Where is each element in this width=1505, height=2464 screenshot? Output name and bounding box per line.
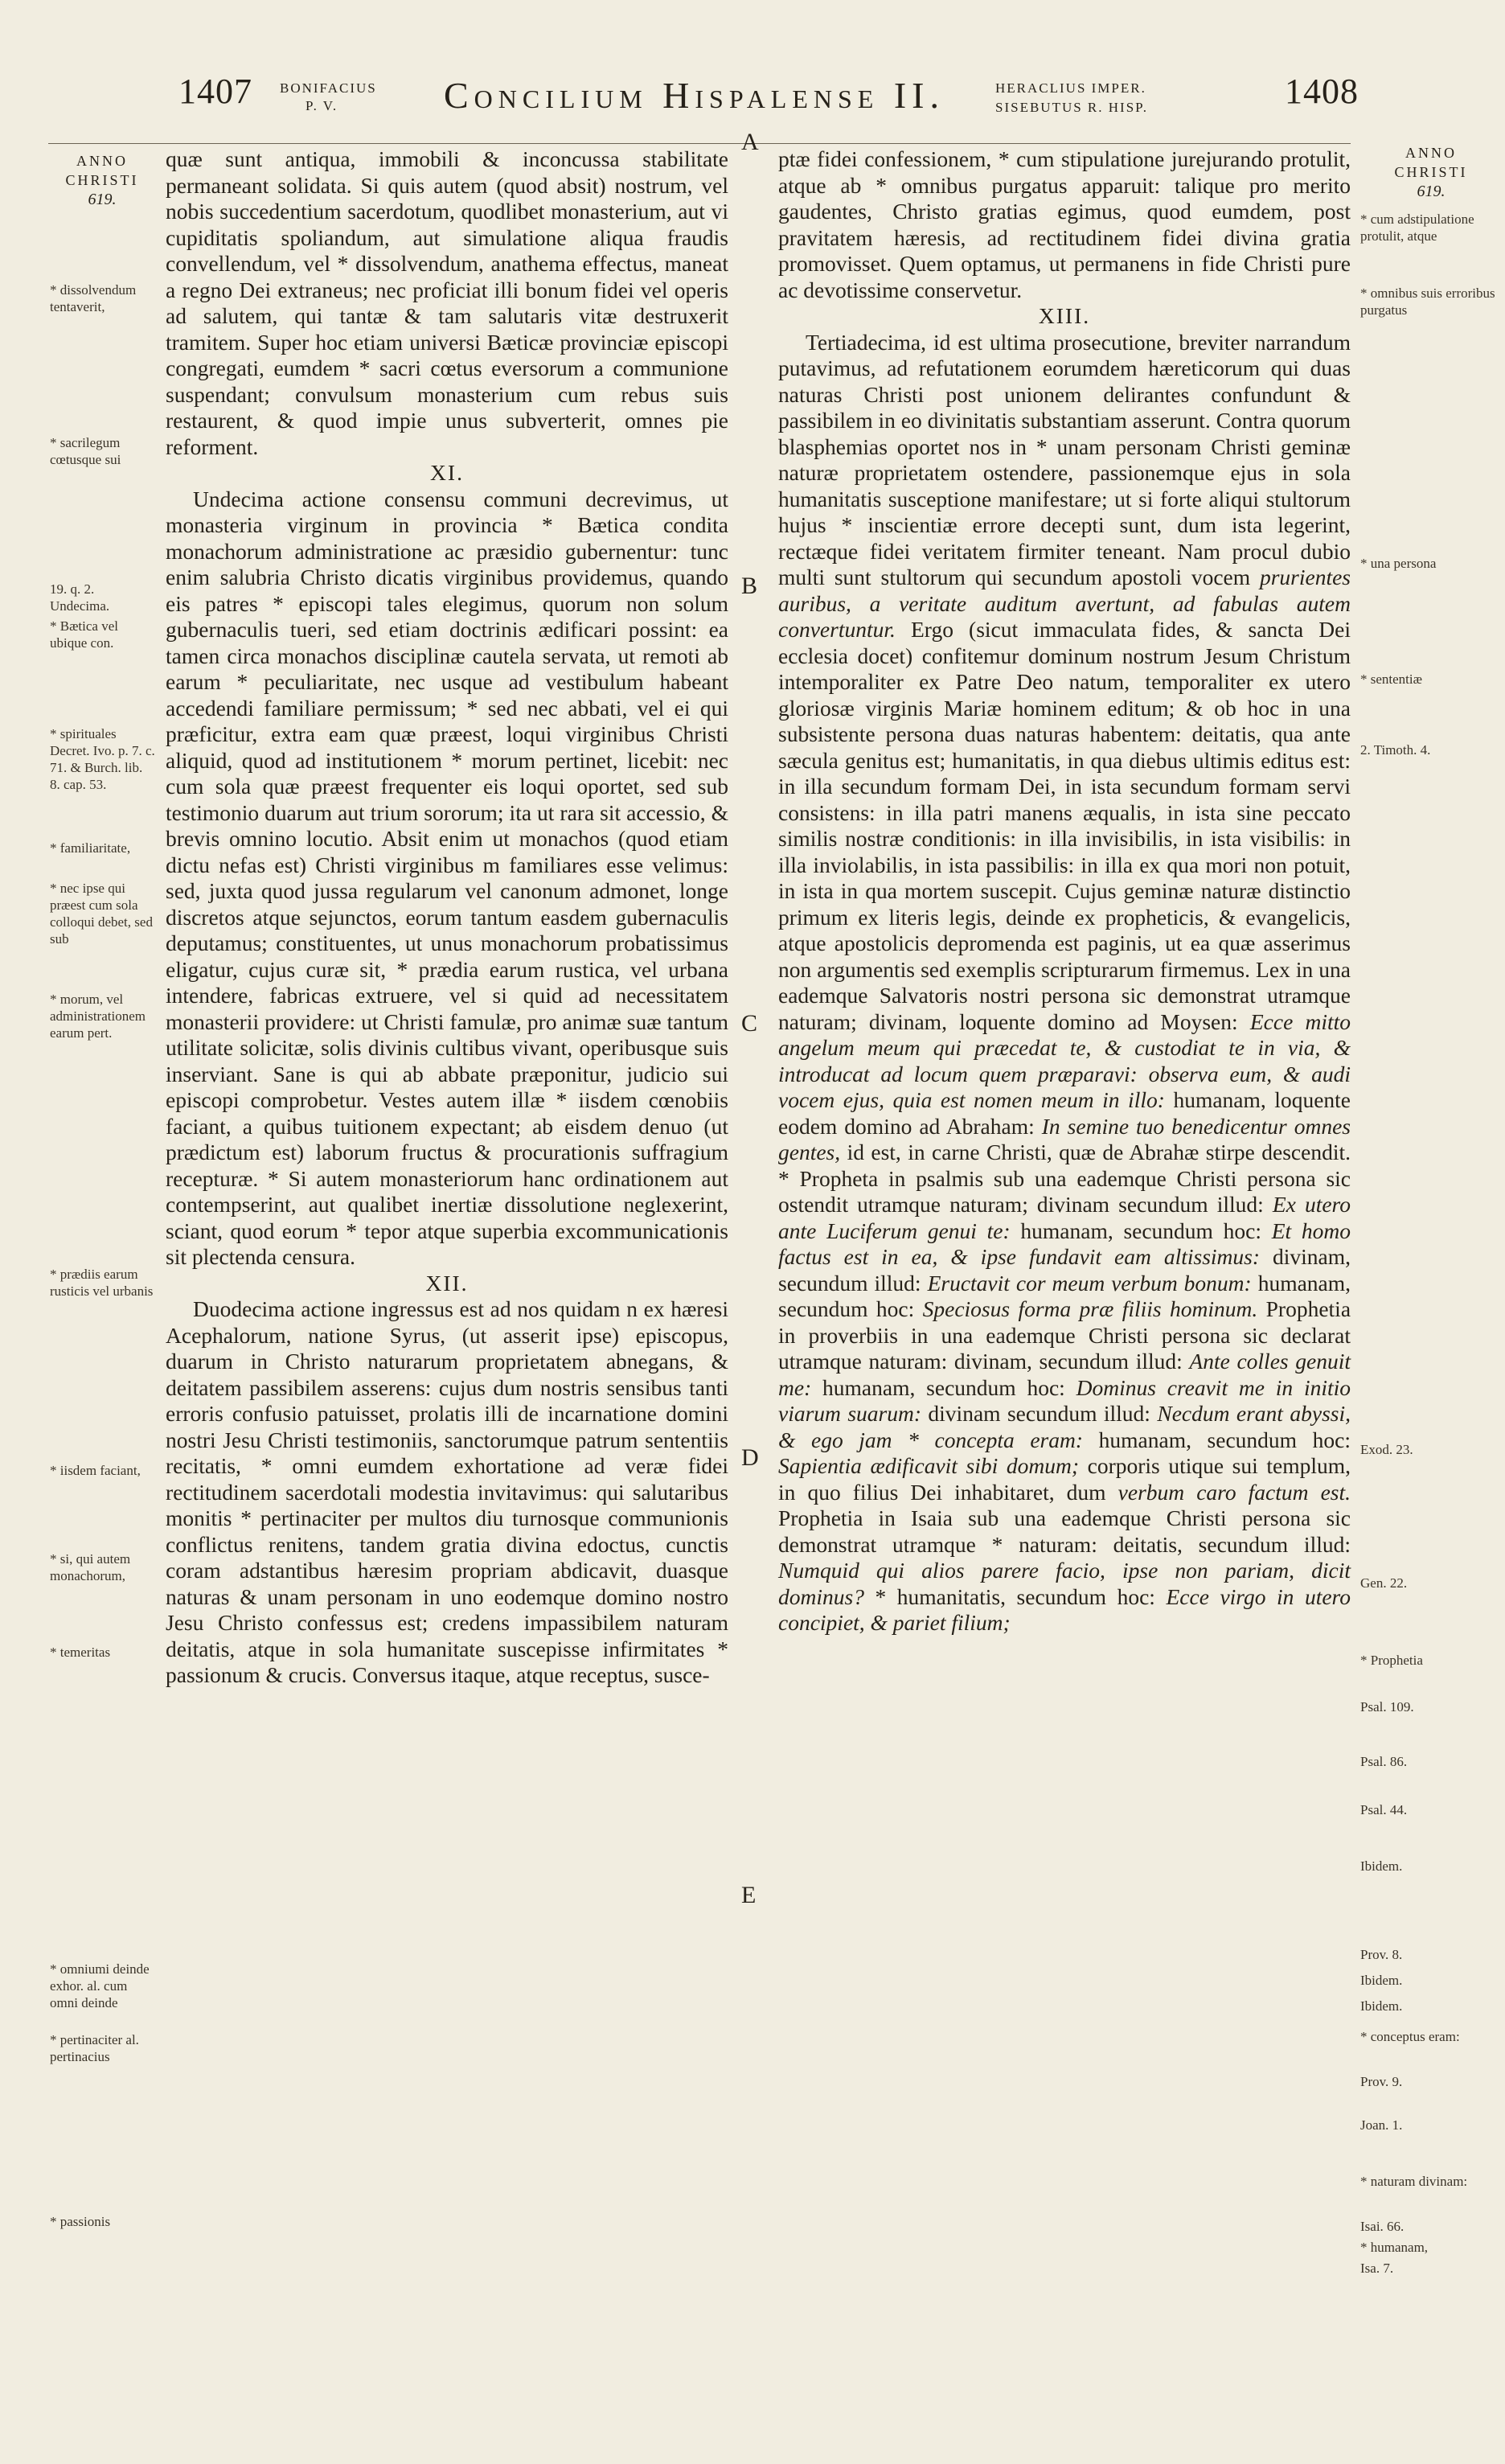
margin-note: * morum, vel administrationem earum pert. (50, 992, 146, 1041)
text-run: corporis utique sui templum, in quo filius Dei inhabitaret, dum (778, 1453, 1351, 1505)
section-letter-a: A (741, 129, 759, 155)
margin-note: * conceptus eram: (1360, 2029, 1460, 2044)
scripture-quote: verbum caro factum est. (1117, 1479, 1351, 1505)
margin-note: * sententiæ (1360, 671, 1422, 687)
text-run: id est, in carne Christi, quæ de Abrahæ stirpe descendit. * Propheta in psalmis sub una eademque Christi persona sic ostendit utramque naturam; divinam secundum illud: (778, 1140, 1351, 1217)
margin-note: * omnibus suis erroribus purgatus (1360, 285, 1495, 318)
margin-note: * una persona (1360, 556, 1437, 571)
margin-note: * pertinaciter al. pertinacius (50, 2032, 139, 2064)
scripture-quote: In semine tuo benedicentur omnes gentes, (778, 1113, 1351, 1164)
margin-note: Exod. 23. (1360, 1442, 1413, 1457)
text-run: humanam, loquente eodem domino ad Abraham: (778, 1087, 1351, 1139)
page-title: Concilium Hispalense II. (444, 75, 945, 116)
paragraph: Undecima actione consensu communi decrevimus, ut monasteria virginum in provincia * Bætica condita monachorum administratione ac præsidio gubernentur: tunc enim salubria Christo dicatis virginibus providemus, quando eis patres * episcopi tales elegimus, quorum non solum gubernaculis tueri, sed etiam doctrinis ædificari possint: ea tamen circa monachos disciplinæ cautela servata, ut remoti ab earum * peculiaritate, nec usque ad vestibulum habeant accedendi familiare permissum; * sed nec abbati, vel ei qui præficitur, extra eam quæ præest, loqui virginibus Christi aliquid, quod ad institutionem * morum pertinet, licebit: nec cum sola quæ præest frequenter eis loqui oportet, sed sub testimonio duarum aut trium sororum; ita ut rara sit accessio, & brevis omnino locutio. Absit enim ut monachos (quod etiam dictu nefas est) Christi virginibus m familiares esse velimus: sed, juxta quod jussa regularum vel canonum admonet, longe discretos atque sejunctos, eorum tantum easdem gubernaculis deputamus; constituentes, ut unus monachorum probatissimus eligatur, cujus curæ sit, * prædia earum rustica, vel urbana intendere, fabricas extruere, vel si quid ad necessitatem monasterii providere: ut Christi famulæ, pro animæ suæ tantum utilitate solicitæ, solis divinis cultibus vivant, operibusque suis inserviant. Sane is qui ab abbate præponitur, judicio sui episcopi comprobetur. Vestes autem illæ * iisdem cœnobiis faciant, a quibus tuitionem expectant; ab eisdem denuo (ut prædictum est) laborum fructus & procurationis suffragium recepturæ. * Si autem monasteriorum hanc ordinationem aut contempserint, aut qualibet inertiæ dissolutione neglexerint, sciant, quod eorum * tepor atque superbia excommunicationis sit plectenda censura. (166, 486, 728, 1269)
margin-note: * humanam, (1360, 2240, 1429, 2255)
margin-note: Isai. 66. (1360, 2219, 1405, 2234)
margin-note: Psal. 44. (1360, 1802, 1408, 1817)
text-run: divinam secundum illud: (928, 1401, 1150, 1426)
margin-note: * nec ipse qui præest cum sola colloqui debet, sed sub (50, 881, 153, 947)
scripture-quote: Ex utero ante Luciferum genui te: (778, 1192, 1351, 1243)
year-value: 619. (1417, 183, 1446, 200)
paragraph: ptæ fidei confessionem, * cum stipulatione jurejurando protulit, atque ab * omnibus purgatus apparuit: talique pro merito gaudentes, Christo gratias egimus, quod eumdem, post pravitatem hæresis, ad rectitudinem fidei divina gratia promovisset. Quem optamus, ut permanens in fide Christi pure ac devotissime conservetur. (778, 146, 1351, 302)
text-run: humanam, secundum hoc: (778, 1270, 1351, 1321)
paragraph (778, 330, 1351, 1637)
left-page-number: 1407 (178, 72, 252, 111)
margin-note: Isa. 7. (1360, 2261, 1394, 2276)
text-run: divinam, secundum illud: (778, 1244, 1351, 1296)
text-run: Ergo (sicut immaculata fides, & sancta Dei ecclesia docet) confitemur dominum nostrum Jesum Christum intemporaliter ex Patre Deo natum, temporaliter ex utero gloriosæ virginis Mariæ hominem editum; & ob hoc in una subsistente persona duas naturas habentem: deitatis, qua ante sæcula genitus est; humanitatis, in qua diebus ultimis editus est: in illa secundum formam Dei, in ista secundum formam servi consistens: in illa patri manens æqualis, in ista sine peccato similis nostræ conditionis: in illa invisibilis, in ista visibilis: in illa inviolabilis, in ista passibilis: in illa ex qua mori non potuit, in ista in qua mortem suscepit. Cujus geminæ naturæ distinctio primum ex literis legis, deinde ex propheticis, & evangelicis, atque apostolicis depromenda est paginis, ut ea quæ asserimus non argumentis sed exemplis scripturarum firmemus. Lex in una eademque Salvatoris nostri persona sic demonstrat utramque naturam; divinam, loquente domino ad Moysen: (778, 617, 1351, 1034)
margin-note: Prov. 9. (1360, 2074, 1403, 2089)
margin-note: Ibidem. (1360, 1858, 1403, 1874)
margin-note: * Prophetia (1360, 1653, 1423, 1668)
scripture-quote: Ante colles genuit me: (778, 1349, 1351, 1400)
text-run: humanam, secundum hoc: (1098, 1427, 1351, 1452)
margin-note: Psal. 109. (1360, 1699, 1414, 1715)
section-number: XI. (430, 460, 464, 485)
margin-note: Ibidem. (1360, 1973, 1403, 1988)
margin-note: * temeritas (50, 1645, 111, 1660)
text-run: Tertiadecima, id est ultima prosecutione, breviter narrandum putavimus, ad refutationem eorumdem hæreticorum qui duas naturas Christi post unionem delirantes confundunt & passibilem in eo divinitatis substantiam asserunt. Contra quorum blasphemias oportet nos in * unam personam Christi geminæ naturæ proprietatem ostendere, passionemque ejus in sola humanitatis susceptione manifestare; ut si forte aliqui stultorum hujus * inscientiæ errore decepti sunt, dum ista legerint, rectæque fidei veritatem firmiter teneant. Nam procul dubio multi sunt stultorum qui secundum apostoli vocem (778, 329, 1351, 589)
paragraph: Duodecima actione ingressus est ad nos quidam n ex hæresi Acephalorum, natione Syrus, (ut asserit ipse) episcopus, duarum in Christo naturarum proprietatem abnegans, & deitatem passibilem asserens: cujus dum nostris sensibus tanti erroris confusio patuisset, prolatis illi de incarnatione domini nostri Jesu Christi testimoniis, sanctorumque patrum sententiis recitatis, * omni eumdem exhortatione ad veræ fidei rectitudinem sacerdotali modestia invitavimus: qui salutaribus monitis * pertinaciter per multos diu turnosque communionis conflictus renitens, tandem gratia divina edoctus, cunctis coram adstantibus hæresim propriam abdicavit, duasque naturas & unam personam in uno eodemque domino nostro Jesu Christo confessus est; credens impassibilem naturam deitatis, atque in sola humanitate suscepisse infirmitates * passionum & crucis. Conversus itaque, atque receptus, susce- (166, 1296, 728, 1687)
scripture-quote: prurientes auribus, a veritate auditum avertunt, ad fabulas autem convertuntur. (778, 565, 1351, 642)
section-letter-d: D (741, 1444, 759, 1471)
margin-note: * cum adstipulatione protulit, atque (1360, 211, 1474, 244)
margin-note: Joan. 1. (1360, 2117, 1403, 2133)
anno-label: ANNO (1405, 145, 1457, 161)
anno-label: ANNO (76, 153, 128, 169)
margin-note: * passionis (50, 2214, 111, 2229)
section-letter-e: E (741, 1882, 757, 1908)
text-run: humanam, secundum hoc: (822, 1374, 1065, 1400)
header-rule (48, 143, 1351, 144)
margin-note: * prædiis earum rusticis vel urbanis (50, 1267, 154, 1299)
text-run: humanam, secundum hoc: (1020, 1218, 1262, 1243)
margin-note: Prov. 8. (1360, 1947, 1403, 1962)
margin-note: Gen. 22. (1360, 1575, 1408, 1591)
scripture-quote: Eructavit cor meum verbum bonum: (927, 1270, 1252, 1296)
section-number: XIII. (1038, 303, 1091, 328)
margin-note: Ibidem. (1360, 1998, 1403, 2014)
scripture-quote: Ecce mitto angelum meum qui præcedat te, & custodiat te in via, & introducat ad locum quem præparavi: observa eum, & audi vocem ejus, quia est nomen meum in illo: (778, 1008, 1351, 1112)
scripture-quote: Ecce virgo in utero concipiet, & pariet filium; (778, 1583, 1351, 1635)
year-label-right (1367, 143, 1495, 201)
christi-label: CHRISTI (1394, 164, 1468, 180)
scripture-quote: Numquid qui alios parere facio, ipse non pariam, dicit dominus? (778, 1558, 1351, 1609)
scripture-quote: Speciosus forma præ filiis hominum. (922, 1296, 1258, 1321)
text-run: Prophetia in proverbiis in una eademque Christi persona sic declarat utramque naturam: divinam, secundum illud: (778, 1296, 1351, 1374)
section-letter-b: B (741, 573, 758, 599)
scripture-quote: Dominus creavit me in initio viarum suarum: (778, 1374, 1351, 1426)
margin-note: * familiaritate, (50, 840, 131, 856)
scripture-quote: Et homo factus est in ea, & ipse fundavit eam altissimus: (778, 1218, 1351, 1269)
margin-note: * dissolvendum tentaverit, (50, 282, 137, 314)
scripture-quote: Sapientia ædificavit sibi domum; (778, 1453, 1079, 1478)
text-run: Prophetia in Isaia sub una eademque Christi persona sic demonstrat utramque * naturam: deitatis, secundum illud: (778, 1505, 1351, 1557)
margin-note: Psal. 86. (1360, 1754, 1408, 1769)
pope-number: P. V. (306, 98, 338, 113)
right-page-number: 1408 (1285, 72, 1359, 111)
margin-note: 2. Timoth. 4. (1360, 742, 1431, 758)
margin-note: * spirituales Decret. Ivo. p. 7. c. 71. & Burch. lib. 8. cap. 53. (50, 726, 155, 792)
margin-note: * si, qui autem monachorum, (50, 1551, 131, 1583)
margin-note: * omniumi deinde exhor. al. cum omni deinde (50, 1961, 150, 2010)
margin-note: * Bætica vel ubique con. (50, 618, 118, 651)
christi-label: CHRISTI (65, 172, 139, 188)
year-value: 619. (88, 191, 117, 208)
king-name: SISEBUTUS R. HISP. (995, 100, 1148, 115)
section-number: XII. (425, 1270, 469, 1296)
section-letter-c: C (741, 1010, 758, 1037)
right-column (778, 146, 1351, 1637)
pope-name: BONIFACIUS (280, 80, 377, 96)
scripture-quote: Necdum erant abyssi, & ego jam * concepta eram: (778, 1401, 1351, 1452)
year-label-left (50, 151, 154, 209)
left-column (166, 146, 728, 1689)
margin-note: * naturam divinam: (1360, 2174, 1468, 2189)
page-header (0, 0, 1505, 145)
margin-note: 19. q. 2. Undecima. (50, 581, 110, 614)
emperor-name: HERACLIUS IMPER. (995, 80, 1146, 96)
margin-note: * iisdem faciant, (50, 1463, 141, 1478)
text-run: * humanitatis, secundum hoc: (875, 1583, 1155, 1609)
paragraph: quæ sunt antiqua, immobili & inconcussa stabilitate permaneant solidata. Si quis autem (quod absit) nostrum, vel nobis succedentium sacerdotum, quodlibet monasterium, aut vi cupiditatis spoliandum, aut simulatione aliqua fraudis convellendum, vel * dissolvendum, anathema effectus, maneat a regno Dei extraneus; nec proficiat illi bonum fidei vel operis ad salutem, qui tantæ & tam salutaris vitæ destruxerit tramitem. Super hoc etiam universi Bæticæ provinciæ episcopi congregati, eumdem * sacri cœtus eversorum a communione suspendant; convulsum monasterium cum rebus suis restaurent, & quod impie unus subverterit, omnes pie reforment. (166, 146, 728, 459)
margin-note: * sacrilegum cœtusque sui (50, 435, 121, 467)
